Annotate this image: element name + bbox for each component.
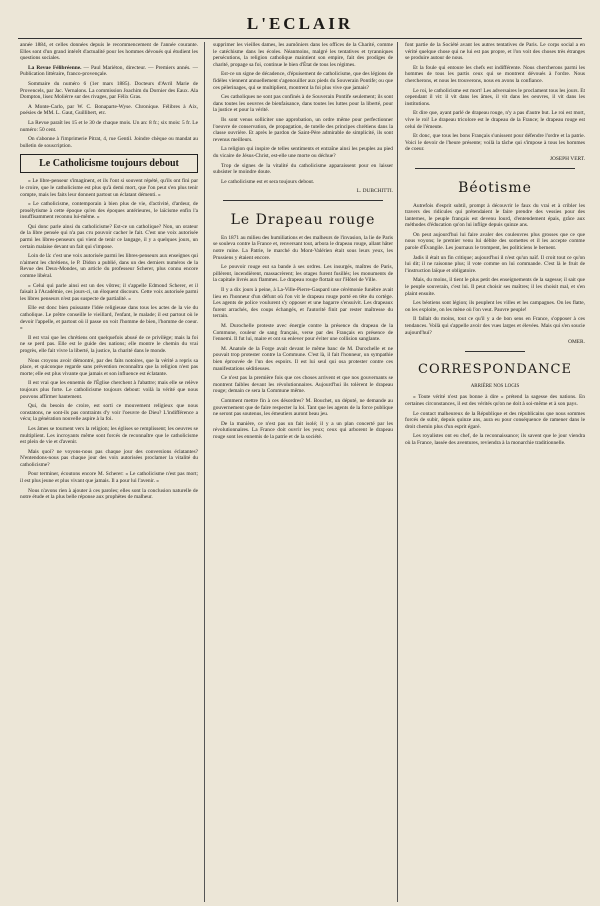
paragraph: Pour terminer, écoutons encore M. Scherer: « Le catholicisme n'est pas mort; il est plus jeune et plus vivant que jamais. Il a pour lui l'avenir. »: [20, 471, 198, 485]
revue-text: — Paul Mariéton, directeur. — Premiers annés. — Publication littéraire, franco-provençale.: [20, 64, 198, 78]
paragraph: La religion qui inspire de telles sentiments et entraîne ainsi les peuples au pied du vicaire de Jésus-Christ, est-elle une morte ou déchue?: [213, 146, 393, 159]
paragraph: année 1884, et celles données depuis le recommencement de l'année courante. Elles sont d'un grand intérêt d'actualité pour les hommes dévoués qui étudient les questions sociales.: [20, 42, 198, 62]
paragraph: En 1871 au milieu des humiliations et des malheurs de l'invasion, la lie de Paris se souleva contre la France et, renversant tout, arbora le drapeau rouge, allant hâter notre ruine. La Patrie, le marché du Mont-Valérien était sous leurs yeux, les Prussiens y étaient encore.: [213, 234, 393, 261]
paragraph: « Celui qui parle ainsi est un des vôtres; il s'appelle Edmond Scherer, et il faisait à l'Académie, ces jours-ci, un éloquent discours. Cette voix autorisée parmi les libres penseurs n'est pas suspecte de partialité. »: [20, 282, 198, 302]
paragraph: M. Durochelle proteste avec énergie contre la présence du drapeau de la Commune, couleur de sang français, verse par des Français en présence de l'ennemi. Il fut lui, maire et ont su enlever pour éviter une collision sanglante.: [213, 323, 393, 343]
revue-title: La Revue Félibréenne.: [28, 64, 82, 71]
paragraph: Le pouvoir rouge eut sa bande à ses ordres. Les insurgés, maîtres de Paris, pillèrent, incendièrent, massacrèrent; les otages furent fusillés; les monuments de la capitale livrés aux flammes. Le drapeau rouge flottait sur l'Hôtel de Ville.: [213, 264, 393, 284]
masthead: L'ECLAIR: [246, 14, 354, 33]
paragraph: On peut aujourd'hui lui faire avaler des couleuvres plus grosses que ce que nous voyons; le premier venu lui débite des sornettes et il les accepte comme parole d'Évangile. Les journaux le trompent, les politiciens le bernent.: [405, 231, 585, 252]
paragraph: Trop de signes de la vitalité du catholicisme apparaissent pour en laisser subsister le moindre doute.: [213, 162, 393, 176]
paragraph: Les royalistes ont eu chef, de la reconnaissance; ils savent que le jour viendra où la France, lassée des aventures, reviendra à la monarchie traditionnelle.: [405, 433, 585, 446]
paragraph: On s'abonne à l'imprimerie Pitrat, 4, rue Gentil. Joindre chèque ou mandat au bulletin de souscription.: [20, 136, 198, 149]
paragraph: Et dire que, ayant parlé de drapeau rouge, n'y a pas d'autre but. Le roi est mort, vive le roi! Le drapeau tricolore est le drapeau de la France; le drapeau rouge est celui de l'émeute.: [405, 110, 585, 130]
paragraph: Ces catholiques ne sont pas confinés à de Souverain Pontife seulement; ils sont dans toutes les oeuvres de bienfaisance, dans toutes les luttes pour la liberté, pour la justice et pour la vérité.: [213, 94, 393, 114]
paragraph: Ils sont venus solliciter une approbation, un ordre même pour perfectionner l'oeuvre de conservation, de propagation, de tutelle des principes chrétiens dans la classe ouvrière. Et après le pardon de Saint-Père admirable de simplicité, ils sont revenus meilleurs.: [213, 116, 393, 143]
paragraph: font partie de la Société avant les autres tentatives de Paris. Le corps social a en vérité quelque chose qui ne lui est pas propre, et l'on voit des choses très étranges se produire autour de nous.: [405, 42, 585, 62]
paragraph: La Revue paraît les 15 et le 30 de chaque mois. Un an: 8 fr.; six mois: 5 fr. Le numéro: 50 cent.: [20, 119, 198, 133]
section-divider: [415, 168, 575, 169]
paragraph: Le roi, le catholicisme est mort! Les adversaires le proclament tous les jours. Et cependant il vit: il vit dans les âmes, il vit dans les oeuvres, il vit dans les institutions.: [405, 87, 585, 107]
paragraph: « Le catholicisme, contemporain à bien plus de vie, d'activité, d'ardeur, de prosélytisme à cette époque qu'en des époques antérieures, le laïcisme enfin l'a insuffisamment reconnu lui-même. »: [20, 201, 198, 221]
paragraph: Mais quoi? ne voyons-nous pas chaque jour des conversions éclatantes? N'entendons-nous pas chaque jour des voix autorisées proclamer la vitalité du catholicisme?: [20, 448, 198, 468]
paragraph: Nous croyons avoir démontré, par des faits notoires, que la vérité a repris sa place, et quiconque regarde sans prévention reconnaîtra que la religion n'est pas morte; elle est plus vivante que jamais et son influence est éclatante.: [20, 357, 198, 377]
paragraph: Elle est donc bien puissante l'idée religieuse dans tous les actes de la vie du catholique. Le prêtre conseille le vieillard, l'enfant, le malade; il est partout où le devoir l'appelle, et partout où il passe on voit l'homme de bien, l'homme de coeur. »: [20, 305, 198, 332]
paragraph: Il y a dix jours à peine, à La-Ville-Pierre-Gaspard une cérémonie funèbre avait lieu en l'honneur d'un défunt où l'on vit le drapeau rouge porté en tête du cortège. Les agents de police voulurent s'y opposer et une bagarre s'ensuivit. Les drapeaux furent arrachés, des coups échangés, et l'autorité finit par rester maîtresse du terrain.: [213, 287, 393, 320]
paragraph: Jadis il était un fin critique; aujourd'hui il n'est qu'un naïf. Il croit tout ce qu'on lui dit; il ne raisonne plus; il vote comme on lui commande. C'est là le fruit de l'instruction laïque et obligatoire.: [405, 254, 585, 274]
paragraph: Qui donc parle ainsi du catholicisme? Est-ce un catholique? Non, un orateur de la libre pensée qui n'a pas cru pouvoir cacher le fait. C'est une voix autorisée parmi les libres-penseurs qui vient de tenir ce langage, il y a quelques jours, un certain malaise devant un fait qui s'impose.: [20, 223, 198, 250]
paragraph: « Le libre-penseur s'imaginent, et ils l'ont si souvent répété, qu'ils ont fini par le croire, que le catholicisme est plus qu'à demi mort, que l'on peut s'en plus tenir compte, mais les faits leur donnent partout un éclatant démenti. »: [20, 178, 198, 198]
paragraph: Les âmes se tournent vers la religion; les églises se remplissent; les oeuvres se multiplient. Les incroyants même sont forcés de reconnaître que le catholicisme est plein de vie et d'avenir.: [20, 425, 198, 446]
signature: L. DUBCHITTI.: [356, 188, 393, 195]
paragraph: Il est vrai que les chrétiens ont quelquefois abusé de ce privilège; mais la foi ne se perd pas. Elle est le guide des nations; elle montre le chemin du vrai progrès, elle fait vivre la liberté, la justice, la charité dans le monde.: [20, 334, 198, 354]
paragraph: A Monte-Carlo, par W. C. Bonaparte-Wyse. Chronique. Félibres à Aix, poésies de MM. L. Gaut, Guillibert, etc.: [20, 103, 198, 117]
signature: OMER.: [568, 339, 585, 346]
column-separator: [204, 42, 205, 902]
paragraph: De la manière, ce n'est pas un fait isolé; il y a un plan concerté par les révolutionnaires. La France doit ouvrir les yeux; ceux qui arborent le drapeau rouge sont les ennemis de la patrie et de la société.: [213, 420, 393, 440]
paragraph: Est-ce un signe de décadence, d'épuisement de catholicisme, que des légions de fidèles viennent annuellement s'agenouiller aux pieds du Souverain Pontife; ou que ces pèlerinages, qui se multiplient, montrent la foi plus vive que jamais?: [213, 71, 393, 91]
paragraph: Le catholicisme est et sera toujours debout.: [221, 178, 315, 185]
paragraph: Il fallait du moins, tout ce qu'il y a de bon sens en France, s'opposer à ces tendances. Voilà qui s'appelle avoir des vues larges et élevées. Mais qui s'en soucie aujourd'hui?: [405, 316, 585, 336]
paragraph: Loin de là: c'est une voix autorisée parmi les libres-penseurs aux enseignes qui n'aiment les chrétiens, le P. Didon a publié, dans un des derniers numéros de la Revue des Deux-Mondes, un article du professeur Scherer, plus connu encore comme libéral.: [20, 253, 198, 280]
paragraph: M. Anatole de la Forge avait devant le même banc de M. Durochelle et ne pouvait trop protester contre la Commune. C'est là, il fait l'honneur, un sympathie bien éprouvée de l'un des espoirs. Il est lui seul qui osa protester contre ces manifestations séditieuses.: [213, 345, 393, 372]
headline-drapeau-rouge: Le Drapeau rouge: [230, 211, 376, 228]
paragraph: Ce n'est pas la première fois que ces choses arrivent et que nos gouvernants se montrent faibles devant les révolutionnaires. Aujourd'hui ils tolèrent le drapeau rouge; demain ce sera la Commune même.: [213, 375, 393, 395]
paragraph: [20, 65, 198, 78]
column-1: [20, 42, 198, 902]
paragraph: Et la foule qui entoure les chefs est indifférente. Nous chercherons parmi les hommes de tous les partis ceux qui se montrent dévoués à l'ordre. Nous chercherons, et nous les trouverons, nous en avons la confiance.: [405, 64, 585, 84]
paragraph: Comment mettre fin à ces désordres? M. Bouchet, un député, ne demande au gouvernement que de faire respecter la loi. Tant que les agents de la force publique ne seront pas soutenus, les émeutiers auront beau jeu.: [213, 397, 393, 418]
masthead-rule: [18, 38, 582, 39]
paragraph: Qui, du besoin de croire, est sorti ce mouvement religieux que nous constatons, ne sont-ils pas contraints d'y voir l'oeuvre de Dieu? L'indifférence a vécu; la génération nouvelle aspire à la foi.: [20, 403, 198, 423]
paragraph: « Toute vérité n'est pas bonne à dire » prétend la sagesse des nations. En certaines circonstances, il est des vérités qu'on ne doit à soi-même et à son pays.: [405, 394, 585, 407]
column-3: [405, 42, 585, 902]
paragraph: Sommaire du numéro 6 (1er mars 1885). Docteurs d'Avril Marie de Provencels, par Jac. Vernalons. La commission Joachim du Dornier des Eaux. Ala Dompton, lisez Moliérre sur des rivages, par Félix Gras.: [20, 80, 198, 101]
paragraph: Les béotiens sont légion; ils peuplent les villes et les campagnes. On les flatte, on les exploite, on les mène où l'on veut. Pauvre peuple!: [405, 300, 585, 313]
headline-beotisme: Béotisme: [458, 179, 532, 196]
paragraph: Le contact malheureux de la République et des républicains que nous sommes forcés de subir, depuis quinze ans, aura eu pour conséquence de ramener dans le droit chemin plus d'un esprit égaré.: [405, 410, 585, 430]
article-title-boxed: Le Catholicisme toujours debout: [20, 154, 198, 173]
column-2: [213, 42, 393, 902]
headline-correspondance: CORRESPONDANCE: [418, 361, 572, 377]
section-divider: [223, 200, 383, 201]
paragraph: Il est vrai que les ennemis de l'Église cherchent à l'abattre; mais elle se relève toujours plus forte. Le catholicisme toujours debout: voilà la vérité que nous pouvons affirmer hautement.: [20, 380, 198, 400]
signature: JOSEPH VERT.: [549, 155, 585, 162]
paragraph: Mais, du moins, il tient le plus petit des enseignements de la sagesse; il sait que le peuple souverain, c'est lui. Il peut choisir ses maîtres; il les choisit mal, et s'en plaint ensuite.: [405, 277, 585, 297]
subheading: ARRIÈRE NOS LOGIS: [470, 383, 520, 389]
paragraph: Et donc, que tous les bons Français s'unissent pour défendre l'ordre et la patrie. Voici le devoir de l'heure présente; voilà la tâche qui s'impose à tous les hommes de coeur.: [405, 133, 585, 153]
section-divider: [465, 351, 525, 352]
column-separator: [397, 42, 398, 902]
paragraph: Nous n'avons rien à ajouter à ces paroles; elles sont la conclusion naturelle de notre étude et la plus belle réponse aux prophètes de malheur.: [20, 487, 198, 501]
paragraph: supprimer les vieilles dames, les aumôniers dans les offices de la Charité, comme le catéchisme dans les écoles. Néanmoins, malgré les tentatives et tyranniques persécutions, la religion catholique maintient son empire, fait des prodiges de charité, propage sa foi, continue le bien d'État de tous les régimes.: [213, 42, 393, 68]
paragraph: Autrefois d'esprit subtil, prompt à découvrir le faux du vrai et à cribler les travers des ridicules qui prétendaient le faire prendre des vessies pour des lanternes, le peuple français est devenu lourd, d'entendement épais, grâce aux méthodes d'éducation qu'on lui inflige depuis quinze ans.: [405, 202, 585, 229]
